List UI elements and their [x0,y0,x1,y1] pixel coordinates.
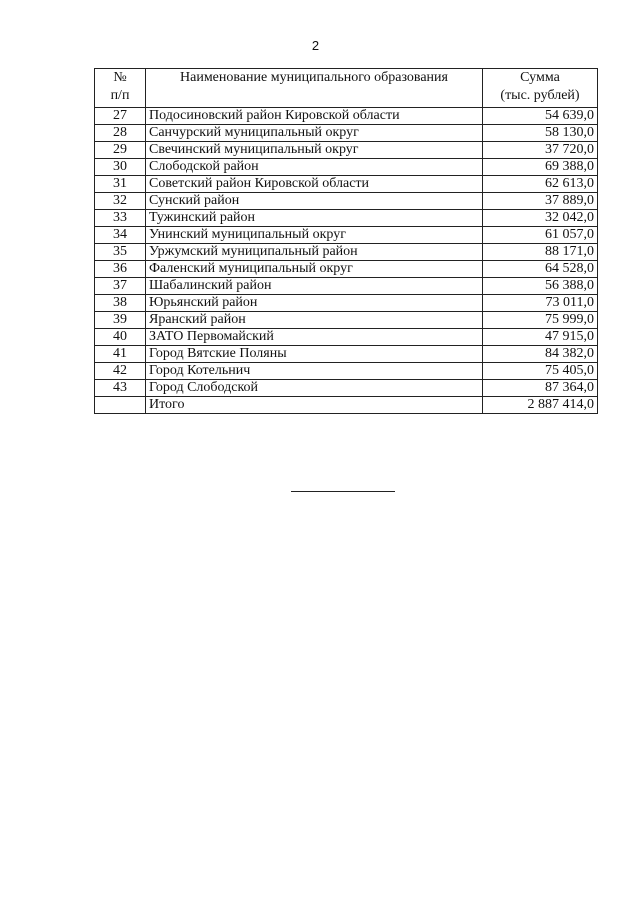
table-row [95,125,598,142]
row-number-cell: 34 [95,227,146,244]
row-name-cell: Уржумский муниципальный район [146,244,483,261]
row-number-cell: 35 [95,244,146,261]
column-header-name-text: Наименование муниципального образования [180,70,448,85]
row-number-cell: 36 [95,261,146,278]
total-row [95,397,598,414]
table-row [95,380,598,397]
row-name-cell: Шабалинский район [146,278,483,295]
row-sum-cell: 54 639,0 [483,108,598,125]
table-row [95,108,598,125]
row-name-cell: Фаленский муниципальный округ [146,261,483,278]
row-name-cell: Санчурский муниципальный округ [146,125,483,142]
row-sum-cell: 64 528,0 [483,261,598,278]
row-sum-cell: 47 915,0 [483,329,598,346]
row-sum-cell: 56 388,0 [483,278,598,295]
column-header-sum-title: Сумма [520,70,560,85]
total-label-cell: Итого [146,397,483,414]
row-name-cell: Яранский район [146,312,483,329]
column-header-number-abbr: п/п [110,88,130,103]
row-number-cell: 30 [95,159,146,176]
row-sum-cell: 75 999,0 [483,312,598,329]
table-row [95,227,598,244]
column-header-name [146,69,483,108]
row-sum-cell: 73 011,0 [483,295,598,312]
table-row [95,142,598,159]
table-row [95,346,598,363]
row-sum-cell: 37 889,0 [483,193,598,210]
closing-divider-line [291,491,395,492]
table-row [95,176,598,193]
row-sum-cell: 75 405,0 [483,363,598,380]
row-number-cell: 42 [95,363,146,380]
row-number-cell: 28 [95,125,146,142]
table-row [95,278,598,295]
table-row [95,159,598,176]
total-number-cell [95,397,146,414]
column-header-sum-unit: (тыс. рублей) [500,88,580,103]
table-row [95,363,598,380]
page-number: 2 [311,38,320,53]
row-sum-cell: 61 057,0 [483,227,598,244]
row-number-cell: 33 [95,210,146,227]
row-name-cell: Город Слободской [146,380,483,397]
row-number-cell: 29 [95,142,146,159]
row-name-cell: ЗАТО Первомайский [146,329,483,346]
budget-allocation-table [94,68,598,414]
row-sum-cell: 58 130,0 [483,125,598,142]
table-body [95,108,598,397]
row-sum-cell: 37 720,0 [483,142,598,159]
row-name-cell: Слободской район [146,159,483,176]
row-sum-cell: 87 364,0 [483,380,598,397]
column-header-number-symbol: № [113,70,127,85]
row-number-cell: 37 [95,278,146,295]
row-name-cell: Город Вятские Поляны [146,346,483,363]
table-row [95,312,598,329]
table-row [95,244,598,261]
row-number-cell: 41 [95,346,146,363]
table-row [95,210,598,227]
column-header-number [95,69,146,108]
table-row [95,329,598,346]
row-name-cell: Сунский район [146,193,483,210]
column-header-sum [483,69,598,108]
row-number-cell: 31 [95,176,146,193]
table-row [95,261,598,278]
table-row [95,193,598,210]
row-name-cell: Тужинский район [146,210,483,227]
row-name-cell: Город Котельнич [146,363,483,380]
row-name-cell: Юрьянский район [146,295,483,312]
total-sum-cell: 2 887 414,0 [483,397,598,414]
table-row [95,295,598,312]
row-sum-cell: 84 382,0 [483,346,598,363]
row-number-cell: 32 [95,193,146,210]
row-number-cell: 38 [95,295,146,312]
row-sum-cell: 88 171,0 [483,244,598,261]
row-number-cell: 43 [95,380,146,397]
table-header-row [95,69,598,108]
row-number-cell: 27 [95,108,146,125]
row-sum-cell: 62 613,0 [483,176,598,193]
row-name-cell: Свечинский муниципальный округ [146,142,483,159]
row-sum-cell: 69 388,0 [483,159,598,176]
row-name-cell: Унинский муниципальный округ [146,227,483,244]
row-number-cell: 40 [95,329,146,346]
row-sum-cell: 32 042,0 [483,210,598,227]
row-name-cell: Советский район Кировской области [146,176,483,193]
row-number-cell: 39 [95,312,146,329]
row-name-cell: Подосиновский район Кировской области [146,108,483,125]
